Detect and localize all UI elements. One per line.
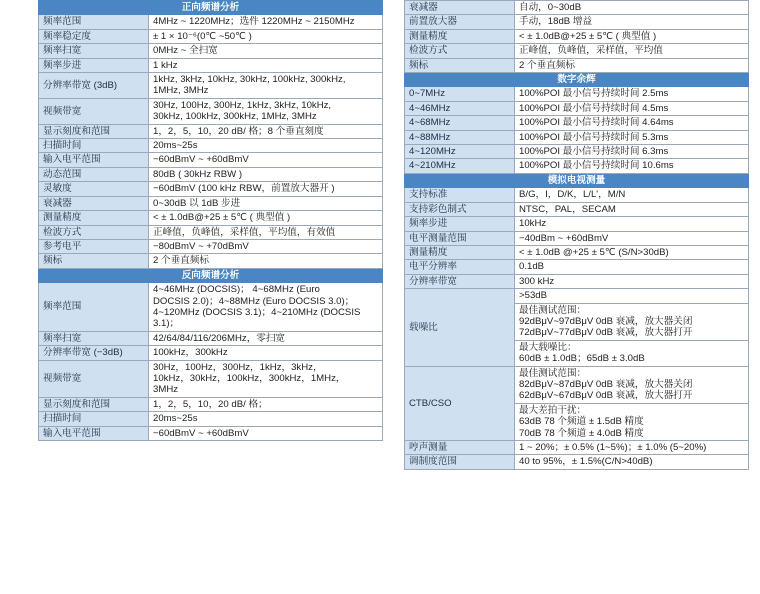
section-title: 模拟电视测量 bbox=[405, 173, 749, 187]
spec-value: 20ms~25s bbox=[149, 412, 383, 426]
spec-label: 频率步进 bbox=[39, 58, 149, 72]
spec-row bbox=[39, 29, 383, 43]
spec-value: 100%POI 最小信号持续时间 4.64ms bbox=[515, 116, 749, 130]
spec-row bbox=[405, 1, 749, 15]
spec-row bbox=[39, 139, 383, 153]
spec-value: 4MHz ~ 1220MHz；选件 1220MHz ~ 2150MHz bbox=[149, 15, 383, 29]
section-title: 正向频谱分析 bbox=[39, 1, 383, 15]
section-header-row bbox=[39, 268, 383, 282]
spec-row bbox=[405, 15, 749, 29]
spec-label: 支持标准 bbox=[405, 188, 515, 202]
spec-label: 频率范围 bbox=[39, 283, 149, 332]
spec-value: 0.1dB bbox=[515, 260, 749, 274]
spec-label: 载噪比 bbox=[405, 289, 515, 366]
spec-label: 衰减器 bbox=[405, 1, 515, 15]
spec-value: 10kHz bbox=[515, 217, 749, 231]
spec-row bbox=[405, 289, 749, 303]
spec-label: CTB/CSO bbox=[405, 366, 515, 440]
spec-label: 频率扫宽 bbox=[39, 44, 149, 58]
spec-value: 4~46MHz (DOCSIS)； 4~68MHz (Euro DOCSIS 2.0)；4~88MHz (Euro DOCSIS 3.0)； 4~120MHz (DOCSIS 3.1)；4~210MHz (DOCSIS 3.1)； bbox=[149, 283, 383, 332]
spec-value: 30Hz, 100Hz, 300Hz, 1kHz, 3kHz, 10kHz, 30kHz, 100kHz, 300kHz, 1MHz, 3MHz bbox=[149, 98, 383, 124]
spec-row bbox=[39, 98, 383, 124]
spec-label: 频标 bbox=[405, 58, 515, 72]
spec-value: 1 ~ 20%；± 0.5% (1~5%)；± 1.0% (5~20%) bbox=[515, 441, 749, 455]
spec-label: 频率范围 bbox=[39, 15, 149, 29]
spec-row bbox=[39, 283, 383, 332]
spec-row bbox=[405, 274, 749, 288]
spec-value: >53dB bbox=[515, 289, 749, 303]
spec-row bbox=[39, 58, 383, 72]
section-header-row bbox=[405, 173, 749, 187]
spec-row bbox=[39, 124, 383, 138]
spec-value: < ± 1.0dB@+25 ± 5℃ ( 典型值 ) bbox=[149, 211, 383, 225]
spec-label: 分辨率带宽 (3dB) bbox=[39, 73, 149, 99]
left-spec-body bbox=[39, 1, 383, 441]
spec-value: 最大载噪比： 60dB ± 1.0dB；65dB ± 3.0dB bbox=[515, 340, 749, 366]
spec-label: 检波方式 bbox=[39, 225, 149, 239]
spec-label: 4~120MHz bbox=[405, 145, 515, 159]
spec-value: 100%POI 最小信号持续时间 2.5ms bbox=[515, 87, 749, 101]
spec-label: 支持彩色制式 bbox=[405, 202, 515, 216]
spec-label: 检波方式 bbox=[405, 44, 515, 58]
spec-label: 视频带宽 bbox=[39, 360, 149, 397]
section-header-row bbox=[39, 1, 383, 15]
spec-label: 显示刻度和范围 bbox=[39, 124, 149, 138]
spec-row bbox=[39, 211, 383, 225]
spec-row bbox=[39, 426, 383, 440]
spec-label: 输入电平范围 bbox=[39, 426, 149, 440]
spec-value: 42/64/84/116/206MHz，零扫宽 bbox=[149, 331, 383, 345]
spec-value: 40 to 95%，± 1.5%(C/N>40dB) bbox=[515, 455, 749, 469]
spec-row bbox=[405, 202, 749, 216]
spec-value: 手动，18dB 增益 bbox=[515, 15, 749, 29]
spec-row bbox=[39, 412, 383, 426]
spec-row bbox=[405, 58, 749, 72]
spec-value: 1kHz, 3kHz, 10kHz, 30kHz, 100kHz, 300kHz, 1MHz, 3MHz bbox=[149, 73, 383, 99]
spec-value: 2 个垂直频标 bbox=[515, 58, 749, 72]
spec-label: 灵敏度 bbox=[39, 182, 149, 196]
spec-label: 电平分辨率 bbox=[405, 260, 515, 274]
spec-row bbox=[405, 29, 749, 43]
spec-value: 正峰值，负峰值，采样值，平均值，有效值 bbox=[149, 225, 383, 239]
spec-label: 分辨率带宽 bbox=[405, 274, 515, 288]
spec-value: 最佳测试范围： 82dBμV~87dBμV 0dB 衰减，放大器关闭 62dBμV~67dBμV 0dB 衰减，放大器打开 bbox=[515, 366, 749, 403]
spec-row bbox=[405, 145, 749, 159]
spec-row bbox=[405, 231, 749, 245]
section-title: 数字余辉 bbox=[405, 73, 749, 87]
spec-row bbox=[39, 73, 383, 99]
spec-label: 扫描时间 bbox=[39, 412, 149, 426]
spec-label: 视频带宽 bbox=[39, 98, 149, 124]
spec-row bbox=[39, 346, 383, 360]
spec-label: 分辨率带宽 (−3dB) bbox=[39, 346, 149, 360]
spec-value: 300 kHz bbox=[515, 274, 749, 288]
spec-value: 正峰值，负峰值，采样值，平均值 bbox=[515, 44, 749, 58]
spec-value: NTSC，PAL，SECAM bbox=[515, 202, 749, 216]
spec-value: B/G，I，D/K，L/L'，M/N bbox=[515, 188, 749, 202]
spec-row bbox=[405, 441, 749, 455]
spec-row bbox=[405, 366, 749, 403]
spec-value: < ± 1.0dB@+25 ± 5℃ ( 典型值 ) bbox=[515, 29, 749, 43]
spec-value: 30Hz，100Hz，300Hz，1kHz，3kHz， 10kHz，30kHz，100kHz，300kHz，1MHz， 3MHz bbox=[149, 360, 383, 397]
spec-value: −40dBm ~ +60dBmV bbox=[515, 231, 749, 245]
spec-row bbox=[39, 182, 383, 196]
right-spec-body bbox=[405, 1, 749, 470]
spec-label: 频率扫宽 bbox=[39, 331, 149, 345]
spec-row bbox=[405, 116, 749, 130]
spec-value: 20ms~25s bbox=[149, 139, 383, 153]
spec-row bbox=[39, 360, 383, 397]
spec-value: 0MHz ~ 全扫宽 bbox=[149, 44, 383, 58]
spec-row bbox=[39, 153, 383, 167]
spec-label: 4~46MHz bbox=[405, 101, 515, 115]
spec-value: 80dB ( 30kHz RBW ) bbox=[149, 167, 383, 181]
spec-label: 测量精度 bbox=[405, 245, 515, 259]
spec-label: 前置放大器 bbox=[405, 15, 515, 29]
spec-label: 输入电平范围 bbox=[39, 153, 149, 167]
spec-row bbox=[39, 44, 383, 58]
left-spec-table bbox=[38, 0, 383, 441]
spec-row bbox=[39, 239, 383, 253]
right-spec-table bbox=[404, 0, 749, 470]
spec-label: 4~68MHz bbox=[405, 116, 515, 130]
spec-label: 显示刻度和范围 bbox=[39, 397, 149, 411]
spec-value: 100%POI 最小信号持续时间 6.3ms bbox=[515, 145, 749, 159]
spec-label: 测量精度 bbox=[405, 29, 515, 43]
spec-label: 0~7MHz bbox=[405, 87, 515, 101]
spec-value: −60dBmV ~ +60dBmV bbox=[149, 426, 383, 440]
spec-row bbox=[405, 455, 749, 469]
spec-row bbox=[405, 260, 749, 274]
spec-value: −80dBmV ~ +70dBmV bbox=[149, 239, 383, 253]
spec-row bbox=[405, 44, 749, 58]
spec-value: 最大差拍干扰： 63dB 78 个频道 ± 1.5dB 精度 70dB 78 个频道 ± 4.0dB 精度 bbox=[515, 403, 749, 440]
spec-label: 测量精度 bbox=[39, 211, 149, 225]
spec-value: 100%POI 最小信号持续时间 10.6ms bbox=[515, 159, 749, 173]
spec-value: 1，2，5，10，20 dB/ 格； bbox=[149, 397, 383, 411]
spec-row bbox=[405, 159, 749, 173]
spec-row bbox=[405, 101, 749, 115]
spec-label: 频率稳定度 bbox=[39, 29, 149, 43]
spec-label: 参考电平 bbox=[39, 239, 149, 253]
spec-value: 自动，0~30dB bbox=[515, 1, 749, 15]
spec-label: 扫描时间 bbox=[39, 139, 149, 153]
spec-label: 动态范围 bbox=[39, 167, 149, 181]
spec-label: 4~210MHz bbox=[405, 159, 515, 173]
spec-value: −60dBmV (100 kHz RBW，前置放大器开 ) bbox=[149, 182, 383, 196]
spec-row bbox=[39, 196, 383, 210]
spec-label: 频标 bbox=[39, 254, 149, 268]
spec-label: 调制度范围 bbox=[405, 455, 515, 469]
spec-value: −60dBmV ~ +60dBmV bbox=[149, 153, 383, 167]
spec-row bbox=[39, 254, 383, 268]
spec-label: 哼声测量 bbox=[405, 441, 515, 455]
spec-value: 0~30dB 以 1dB 步进 bbox=[149, 196, 383, 210]
spec-row bbox=[39, 397, 383, 411]
spec-row bbox=[39, 225, 383, 239]
spec-value: 2 个垂直频标 bbox=[149, 254, 383, 268]
spec-value: 100%POI 最小信号持续时间 4.5ms bbox=[515, 101, 749, 115]
spec-row bbox=[405, 188, 749, 202]
spec-row bbox=[405, 130, 749, 144]
spec-value: 100kHz，300kHz bbox=[149, 346, 383, 360]
spec-row bbox=[39, 331, 383, 345]
spec-row bbox=[405, 245, 749, 259]
spec-value: 最佳测试范围： 92dBμV~97dBμV 0dB 衰减，放大器关闭 72dBμV~77dBμV 0dB 衰减，放大器打开 bbox=[515, 303, 749, 340]
spec-value: 1，2，5，10，20 dB/ 格；8 个垂直刻度 bbox=[149, 124, 383, 138]
section-header-row bbox=[405, 73, 749, 87]
spec-row bbox=[39, 167, 383, 181]
spec-row bbox=[39, 15, 383, 29]
spec-label: 电平测量范围 bbox=[405, 231, 515, 245]
spec-value: 100%POI 最小信号持续时间 5.3ms bbox=[515, 130, 749, 144]
spec-label: 衰减器 bbox=[39, 196, 149, 210]
section-title: 反向频谱分析 bbox=[39, 268, 383, 282]
spec-value: 1 kHz bbox=[149, 58, 383, 72]
spec-label: 频率步进 bbox=[405, 217, 515, 231]
spec-label: 4~88MHz bbox=[405, 130, 515, 144]
spec-row bbox=[405, 87, 749, 101]
spec-row bbox=[405, 217, 749, 231]
spec-value: < ± 1.0dB @+25 ± 5℃ (S/N>30dB) bbox=[515, 245, 749, 259]
spec-value: ± 1 × 10⁻⁶(0℃ ~50℃ ) bbox=[149, 29, 383, 43]
